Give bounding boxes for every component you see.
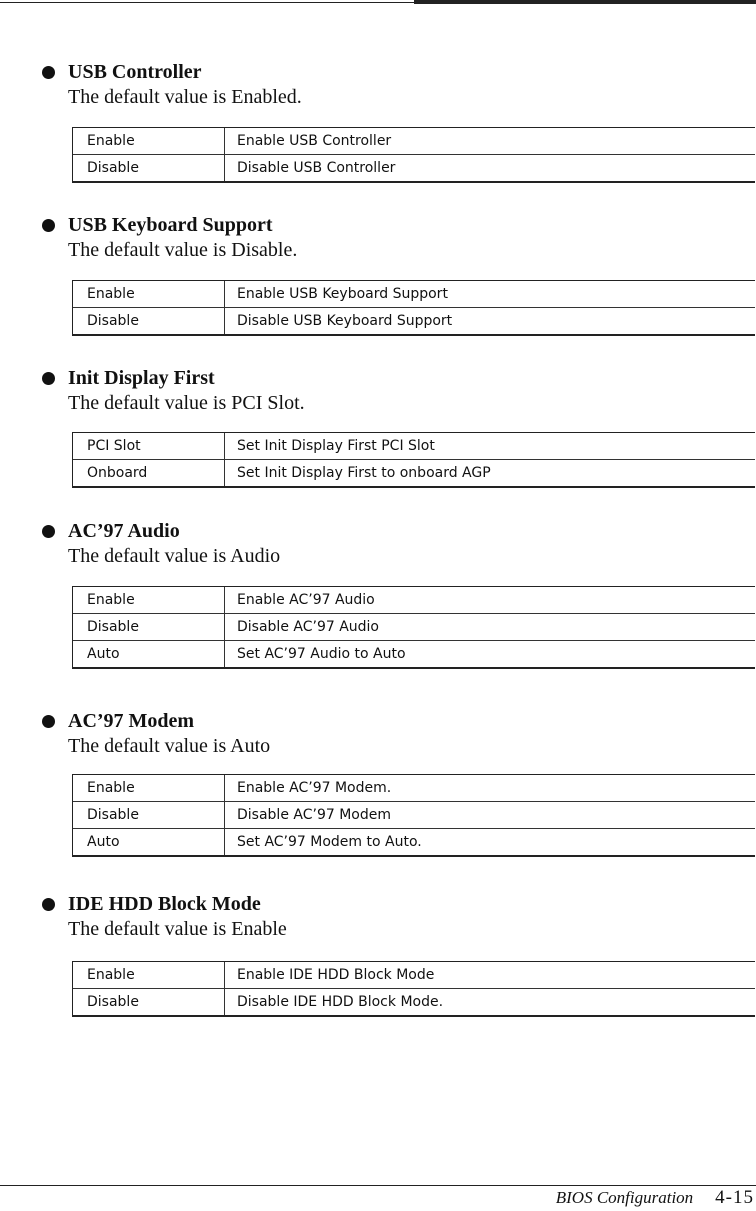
table-row <box>73 614 755 641</box>
bullet-icon <box>42 715 55 728</box>
option-value: Enable <box>73 587 225 613</box>
option-description: Set AC’97 Modem to Auto. <box>237 834 422 850</box>
table-row <box>73 775 755 802</box>
section-heading <box>42 213 273 237</box>
option-value: Enable <box>73 281 225 307</box>
option-description: Disable AC’97 Modem <box>237 807 391 823</box>
option-value: Disable <box>73 989 225 1015</box>
default-value-text: The default value is Disable. <box>68 239 298 261</box>
option-description: Set AC’97 Audio to Auto <box>237 646 406 662</box>
section-title: AC’97 Modem <box>68 710 195 732</box>
section-title: USB Keyboard Support <box>68 214 273 236</box>
options-table <box>72 961 755 1017</box>
option-value: Auto <box>73 641 225 667</box>
section-heading <box>42 519 180 543</box>
option-description: Enable AC’97 Modem. <box>237 780 392 796</box>
options-table <box>72 432 755 488</box>
default-value-text: The default value is Enable <box>68 918 287 940</box>
options-table <box>72 586 755 669</box>
section-heading <box>42 366 215 390</box>
table-row <box>73 641 755 667</box>
page-footer <box>556 1187 754 1209</box>
option-description: Enable AC’97 Audio <box>237 592 375 608</box>
table-row <box>73 460 755 486</box>
table-row <box>73 587 755 614</box>
option-description: Enable IDE HDD Block Mode <box>237 967 435 983</box>
option-value: Disable <box>73 802 225 828</box>
table-row <box>73 989 755 1015</box>
option-value: Auto <box>73 829 225 855</box>
bullet-icon <box>42 898 55 911</box>
bullet-icon <box>42 372 55 385</box>
option-value: Disable <box>73 155 225 181</box>
option-description: Enable USB Controller <box>237 133 392 149</box>
default-value-text: The default value is Audio <box>68 545 281 567</box>
table-row <box>73 962 755 989</box>
option-description: Set Init Display First PCI Slot <box>237 438 435 454</box>
table-row <box>73 128 755 155</box>
default-value-text: The default value is Enabled. <box>68 86 302 108</box>
option-value: Enable <box>73 962 225 988</box>
section-title: AC’97 Audio <box>68 520 180 542</box>
option-value: Onboard <box>73 460 225 486</box>
option-value: Disable <box>73 614 225 640</box>
top-rule <box>0 2 414 3</box>
section-title: Init Display First <box>68 367 215 389</box>
bullet-icon <box>42 219 55 232</box>
option-value: Enable <box>73 775 225 801</box>
option-description: Set Init Display First to onboard AGP <box>237 465 491 481</box>
section-title: IDE HDD Block Mode <box>68 893 261 915</box>
page-number: 4-15 <box>715 1187 754 1208</box>
table-row <box>73 155 755 181</box>
options-table <box>72 280 755 336</box>
option-value: PCI Slot <box>73 433 225 459</box>
section-heading <box>42 709 194 733</box>
bullet-icon <box>42 525 55 538</box>
table-row <box>73 433 755 460</box>
table-row <box>73 281 755 308</box>
footer-section-title: BIOS Configuration <box>555 1188 694 1207</box>
table-row <box>73 802 755 829</box>
option-description: Disable USB Keyboard Support <box>237 313 453 329</box>
bottom-rule <box>0 1185 756 1186</box>
option-value: Enable <box>73 128 225 154</box>
option-description: Disable AC’97 Audio <box>237 619 379 635</box>
section-heading <box>42 60 202 84</box>
section-title: USB Controller <box>68 61 202 83</box>
default-value-text: The default value is PCI Slot. <box>68 392 305 414</box>
option-description: Disable USB Controller <box>237 160 396 176</box>
section-heading <box>42 892 261 916</box>
options-table <box>72 127 755 183</box>
option-description: Enable USB Keyboard Support <box>237 286 448 302</box>
table-row <box>73 308 755 334</box>
options-table <box>72 774 755 857</box>
table-row <box>73 829 755 855</box>
top-rule-bar <box>414 0 756 4</box>
bullet-icon <box>42 66 55 79</box>
option-value: Disable <box>73 308 225 334</box>
default-value-text: The default value is Auto <box>68 735 271 757</box>
option-description: Disable IDE HDD Block Mode. <box>237 994 444 1010</box>
